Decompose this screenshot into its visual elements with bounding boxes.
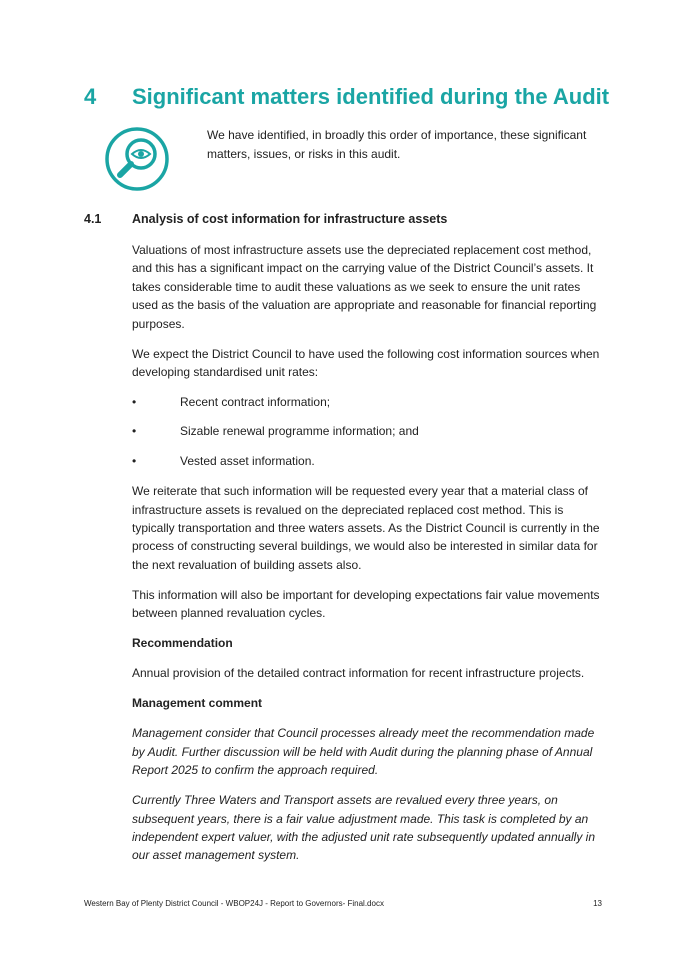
section-heading: [84, 84, 644, 110]
bullet-icon: •: [132, 395, 137, 410]
page-number: 13: [593, 899, 602, 908]
recommendation-text: Annual provision of the detailed contract information for recent infrastructure projects.: [132, 666, 585, 681]
subsection-title: Analysis of cost information for infrastructure assets: [132, 212, 448, 226]
management-comment-text: Management consider that Council processes already meet the recommendation made by Audit. Further discussion will be held with Audit during the planning phase of Annual Report 2025 to confirm the approach required.: [132, 726, 595, 778]
list-item-text: Recent contract information;: [180, 395, 331, 410]
paragraph: Valuations of most infrastructure assets use the depreciated replacement cost method, and this has a significant impact on the carrying value of the District Council’s assets. It takes considerable time to audit these valuations as we seek to ensure the unit rates used as the basis of the valuation are appropriate and reasonable for financial reporting purposes.: [132, 243, 597, 331]
list-item-text: Vested asset information.: [180, 453, 315, 468]
bullet-icon: •: [132, 424, 137, 439]
magnifier-eye-icon: [105, 127, 169, 191]
section-number: 4: [84, 84, 97, 109]
bullet-icon: •: [132, 453, 137, 468]
list-item: [132, 452, 602, 470]
page-footer: [84, 899, 602, 908]
section-title: Significant matters identified during the Audit: [132, 84, 610, 109]
footer-text: Western Bay of Plenty District Council - WBOP24J - Report to Governors- Final.docx: [84, 899, 384, 908]
paragraph: We reiterate that such information will be requested every year that a material class of infrastructure assets is revalued on the depreciated replaced cost method. This is typically transportation and three waters assets. As the District Council is currently in the process of constructing several buildings, we would also be interested in similar data for the next revaluation of building assets also.: [132, 484, 600, 572]
list-item-text: Sizable renewal programme information; and: [180, 424, 419, 439]
intro-text: We have identified, in broadly this order of importance, these significant matters, issues, or risks in this audit.: [207, 128, 587, 161]
subsection-heading: [84, 212, 644, 226]
list-item: [132, 422, 602, 440]
body-content: [132, 241, 602, 876]
paragraph: We expect the District Council to have used the following cost information sources when developing standardised unit rates:: [132, 346, 600, 380]
subsection-number: 4.1: [84, 212, 102, 226]
management-comment-heading: Management comment: [132, 696, 263, 711]
management-comment-text: Currently Three Waters and Transport assets are revalued every three years, on subsequent years, there is a fair value adjustment made. This task is completed by an independent expert valuer, with the adjusted unit rate subsequently updated annually in our asset management system.: [132, 793, 595, 863]
recommendation-heading: Recommendation: [132, 636, 233, 651]
bullet-list: [132, 393, 602, 470]
list-item: [132, 393, 602, 411]
paragraph: This information will also be important for developing expectations fair value movements between planned revaluation cycles.: [132, 587, 600, 621]
